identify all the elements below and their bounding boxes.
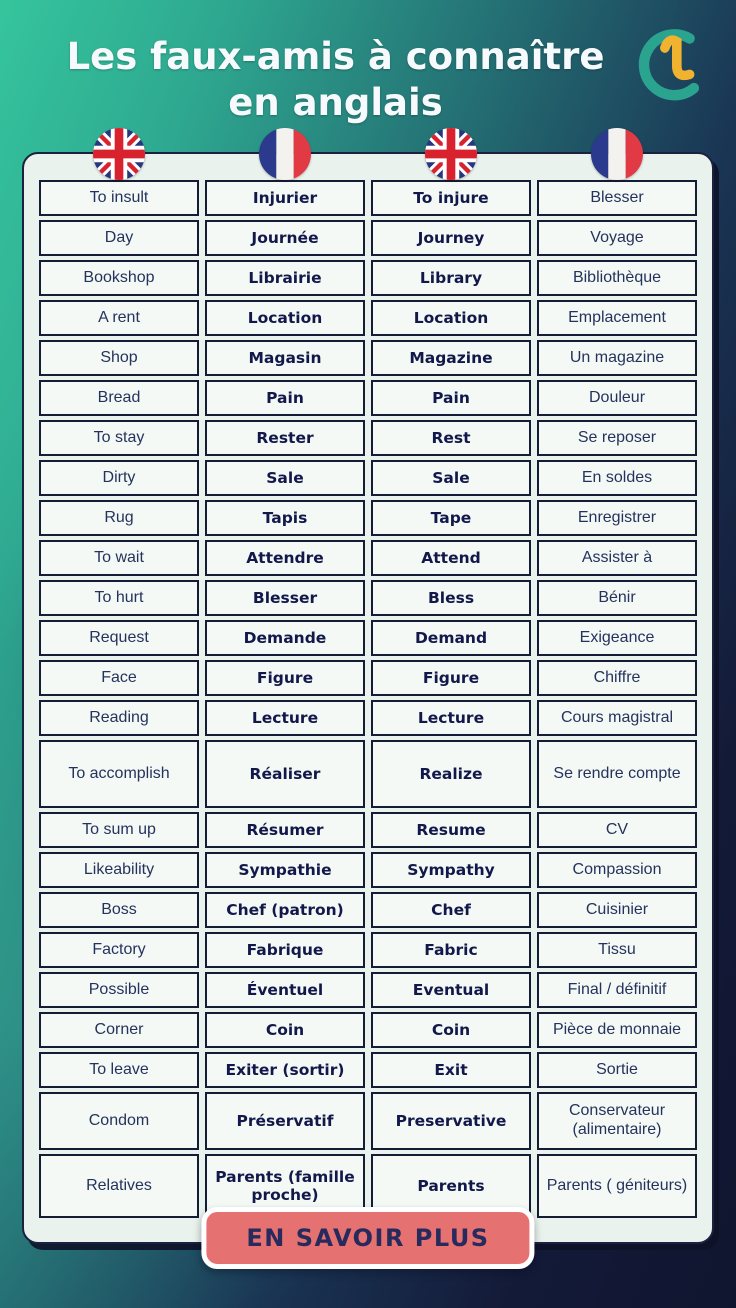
cell-english-word: Day — [39, 220, 199, 256]
table-row — [39, 420, 697, 456]
cell-french-meaning: En soldes — [537, 460, 697, 496]
cell-french-meaning: Emplacement — [537, 300, 697, 336]
table-row — [39, 620, 697, 656]
cell-english-word: To leave — [39, 1052, 199, 1088]
cell-english-false-friend: To injure — [371, 180, 531, 216]
cell-french-translation: Sale — [205, 460, 365, 496]
cell-english-word: Possible — [39, 972, 199, 1008]
cell-english-word: To stay — [39, 420, 199, 456]
cell-english-word: Shop — [39, 340, 199, 376]
table-row — [39, 220, 697, 256]
table-row — [39, 1092, 697, 1150]
cell-english-word: Condom — [39, 1092, 199, 1150]
table-row — [39, 812, 697, 848]
cell-french-translation: Résumer — [205, 812, 365, 848]
table-row — [39, 500, 697, 536]
cell-french-translation: Éventuel — [205, 972, 365, 1008]
cell-french-translation: Parents (famille proche) — [205, 1154, 365, 1218]
cell-french-meaning: Cours magistral — [537, 700, 697, 736]
learn-more-button[interactable]: EN SAVOIR PLUS — [201, 1207, 534, 1269]
cell-english-false-friend: Parents — [371, 1154, 531, 1218]
table-row — [39, 580, 697, 616]
cell-english-word: Dirty — [39, 460, 199, 496]
cell-english-word: Boss — [39, 892, 199, 928]
cell-french-translation: Location — [205, 300, 365, 336]
cell-english-word: Factory — [39, 932, 199, 968]
cell-english-word: Face — [39, 660, 199, 696]
cell-english-word: Rug — [39, 500, 199, 536]
cell-french-translation: Injurier — [205, 180, 365, 216]
cell-french-translation: Journée — [205, 220, 365, 256]
cell-english-false-friend: Pain — [371, 380, 531, 416]
cell-english-false-friend: Sympathy — [371, 852, 531, 888]
cell-french-meaning: Se rendre compte — [537, 740, 697, 808]
cell-french-translation: Blesser — [205, 580, 365, 616]
cell-french-translation: Exiter (sortir) — [205, 1052, 365, 1088]
table-row — [39, 180, 697, 216]
cell-english-false-friend: Lecture — [371, 700, 531, 736]
vocab-card — [22, 152, 714, 1252]
faux-amis-table — [24, 180, 712, 1218]
cell-french-meaning: Assister à — [537, 540, 697, 576]
cell-french-translation: Tapis — [205, 500, 365, 536]
cell-french-translation: Pain — [205, 380, 365, 416]
cell-french-meaning: Blesser — [537, 180, 697, 216]
cell-french-translation: Réaliser — [205, 740, 365, 808]
cell-english-false-friend: Resume — [371, 812, 531, 848]
cell-english-false-friend: Realize — [371, 740, 531, 808]
cell-english-false-friend: Attend — [371, 540, 531, 576]
table-row — [39, 540, 697, 576]
table-row — [39, 460, 697, 496]
cell-english-false-friend: Exit — [371, 1052, 531, 1088]
title-line-1: Les faux-amis à connaître — [66, 35, 605, 78]
cell-french-meaning: Tissu — [537, 932, 697, 968]
clic-campus-logo-icon — [636, 20, 716, 108]
table-row — [39, 260, 697, 296]
cell-english-false-friend: Journey — [371, 220, 531, 256]
cell-french-meaning: Parents ( géniteurs) — [537, 1154, 697, 1218]
cell-french-translation: Magasin — [205, 340, 365, 376]
cell-english-word: Bookshop — [39, 260, 199, 296]
cell-french-translation: Figure — [205, 660, 365, 696]
table-row — [39, 892, 697, 928]
fr-flag-icon — [259, 128, 311, 180]
cell-english-false-friend: Figure — [371, 660, 531, 696]
cell-french-meaning: Bibliothèque — [537, 260, 697, 296]
cell-french-meaning: Compassion — [537, 852, 697, 888]
table-row — [39, 300, 697, 336]
cell-french-translation: Lecture — [205, 700, 365, 736]
cell-french-translation: Chef (patron) — [205, 892, 365, 928]
table-row — [39, 340, 697, 376]
table-row — [39, 1052, 697, 1088]
cell-english-false-friend: Demand — [371, 620, 531, 656]
column-flags-header — [24, 128, 712, 178]
cell-english-false-friend: Tape — [371, 500, 531, 536]
cell-french-translation: Sympathie — [205, 852, 365, 888]
cell-english-false-friend: Eventual — [371, 972, 531, 1008]
table-row — [39, 380, 697, 416]
cell-english-word: To accomplish — [39, 740, 199, 808]
page-title — [30, 34, 641, 127]
uk-flag-icon — [93, 128, 145, 180]
cell-french-meaning: Cuisinier — [537, 892, 697, 928]
cell-french-translation: Rester — [205, 420, 365, 456]
cell-english-false-friend: Magazine — [371, 340, 531, 376]
cell-french-meaning: CV — [537, 812, 697, 848]
cell-english-false-friend: Rest — [371, 420, 531, 456]
cell-english-word: Corner — [39, 1012, 199, 1048]
cell-french-meaning: Se reposer — [537, 420, 697, 456]
cell-french-meaning: Enregistrer — [537, 500, 697, 536]
cell-french-meaning: Bénir — [537, 580, 697, 616]
cell-english-false-friend: Coin — [371, 1012, 531, 1048]
cell-french-meaning: Voyage — [537, 220, 697, 256]
table-row — [39, 700, 697, 736]
cell-english-false-friend: Location — [371, 300, 531, 336]
cell-english-false-friend: Preservative — [371, 1092, 531, 1150]
table-row — [39, 852, 697, 888]
cell-english-word: To hurt — [39, 580, 199, 616]
cell-french-translation: Attendre — [205, 540, 365, 576]
uk-flag-icon — [425, 128, 477, 180]
cell-english-word: Relatives — [39, 1154, 199, 1218]
cell-french-translation: Librairie — [205, 260, 365, 296]
cell-english-false-friend: Library — [371, 260, 531, 296]
cell-english-word: Likeability — [39, 852, 199, 888]
cell-english-word: Request — [39, 620, 199, 656]
cell-french-meaning: Exigeance — [537, 620, 697, 656]
cell-english-word: Reading — [39, 700, 199, 736]
cell-english-word: To insult — [39, 180, 199, 216]
cell-french-translation: Demande — [205, 620, 365, 656]
cell-french-translation: Fabrique — [205, 932, 365, 968]
table-row — [39, 1012, 697, 1048]
cell-english-word: A rent — [39, 300, 199, 336]
cell-french-meaning: Conservateur (alimentaire) — [537, 1092, 697, 1150]
cell-english-word: To wait — [39, 540, 199, 576]
cell-french-meaning: Un magazine — [537, 340, 697, 376]
cell-french-meaning: Final / définitif — [537, 972, 697, 1008]
table-row — [39, 740, 697, 808]
title-line-2: en anglais — [228, 81, 443, 125]
table-row — [39, 972, 697, 1008]
cell-english-false-friend: Bless — [371, 580, 531, 616]
cell-english-false-friend: Sale — [371, 460, 531, 496]
cell-french-meaning: Chiffre — [537, 660, 697, 696]
cell-french-meaning: Douleur — [537, 380, 697, 416]
cell-english-false-friend: Chef — [371, 892, 531, 928]
cell-french-meaning: Pièce de monnaie — [537, 1012, 697, 1048]
cell-french-meaning: Sortie — [537, 1052, 697, 1088]
table-row — [39, 660, 697, 696]
cell-french-translation: Coin — [205, 1012, 365, 1048]
table-row — [39, 932, 697, 968]
fr-flag-icon — [591, 128, 643, 180]
cell-english-word: Bread — [39, 380, 199, 416]
cell-english-word: To sum up — [39, 812, 199, 848]
cell-french-translation: Préservatif — [205, 1092, 365, 1150]
cell-english-false-friend: Fabric — [371, 932, 531, 968]
